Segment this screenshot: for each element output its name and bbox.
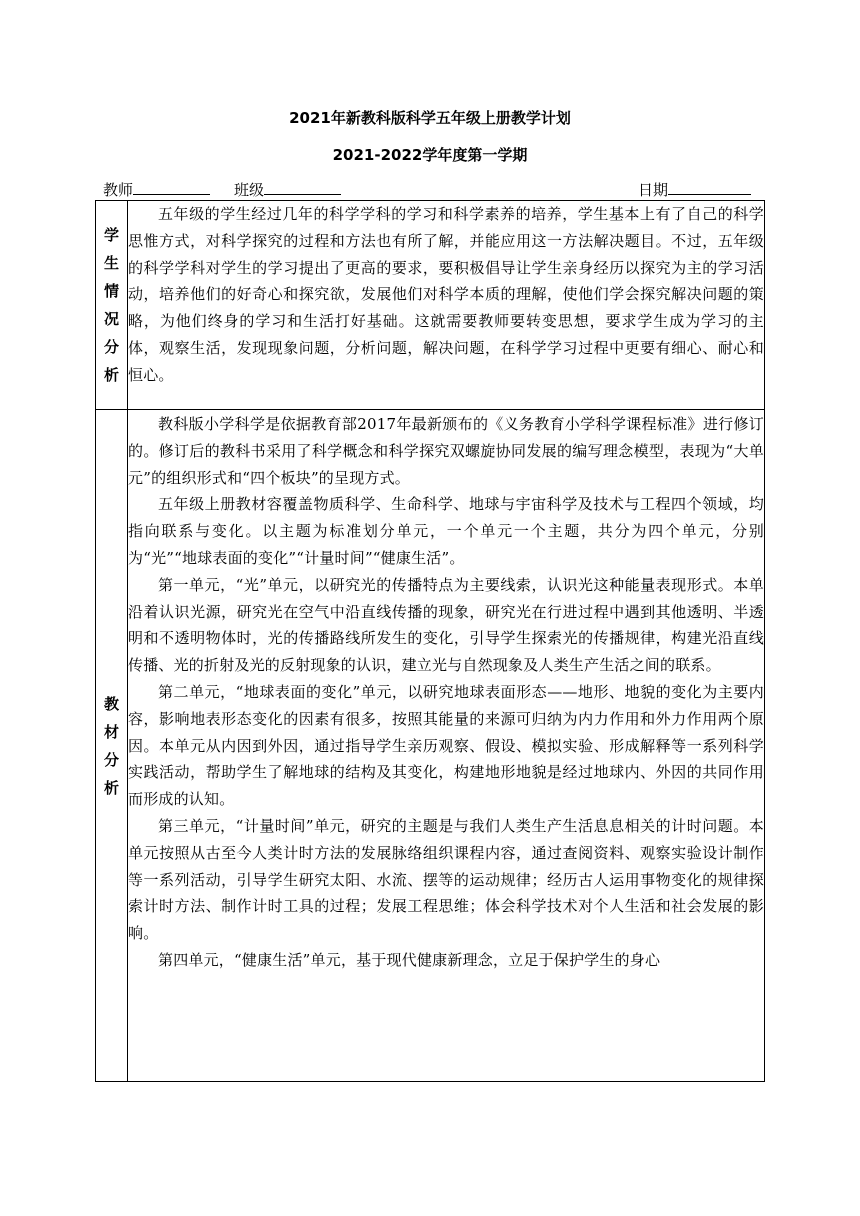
date-label: 日期 <box>638 181 669 199</box>
paragraph: 第四单元，“健康生活”单元，基于现代健康新理念，立足于保护学生的身心 <box>158 950 661 969</box>
class-blank-line <box>264 178 341 195</box>
material-analysis-content <box>128 410 765 1082</box>
date-blank-line <box>668 178 751 195</box>
teacher-field <box>103 178 210 200</box>
paragraph: 第三单元，“计量时间”单元，研究的主题是与我们人类生产生活息息相关的计时问题。本单元按照从古至今人类计时方法的发展脉络组织课程内容，通过查阅资料、观察实验设计制作等一系列活动，引导学生研究太阳、水流、摆等的运动规律；经历古人运用事物变化的规律探索计时方法、制作计时工具的过程；发展工程思维；体会科学技术对个人生活和社会发展的影响。 <box>128 816 764 943</box>
material-analysis-heading: 教 材 分 析 <box>96 410 128 1082</box>
student-analysis-content <box>128 201 765 410</box>
material-analysis-row <box>96 410 765 1082</box>
plan-table <box>95 200 765 1082</box>
class-field <box>234 178 341 200</box>
paragraph: 五年级上册教材容覆盖物质科学、生命科学、地球与宇宙科学及技术与工程四个领域，均指向联系与变化。以主题为标准划分单元，一个单元一个主题，共分为四个单元，分别为“光”“地球表面的变化”“计量时间”“健康生活”。 <box>128 495 764 567</box>
teacher-label: 教师 <box>103 181 134 199</box>
paragraph: 第二单元，“地球表面的变化”单元，以研究地球表面形态——地形、地貌的变化为主要内容，影响地表形态变化的因素有很多，按照其能量的来源可归纳为内力作用和外力作用两个原因。本单元从内因到外因，通过指导学生亲历观察、假设、模拟实验、形成解释等一系列科学实践活动，帮助学生了解地球的结构及其变化，构建地形地貌是经过地球内、外因的共同作用而形成的认知。 <box>128 682 764 809</box>
student-analysis-heading: 学 生 情 况 分 析 <box>96 201 128 410</box>
student-analysis-row <box>96 201 765 410</box>
paragraph: 教科版小学科学是依据教育部2017年最新颁布的《义务教育小学科学课程标准》进行修订的。修订后的教科书采用了科学概念和科学探究双螺旋协同发展的编写理念模型，表现为“大单元”的组织形式和“四个板块”的呈现方式。 <box>128 415 764 487</box>
teacher-blank-line <box>133 178 210 195</box>
paragraph: 五年级的学生经过几年的科学学科的学习和科学素养的培养，学生基本上有了自己的科学思惟方式，对科学探究的过程和方法也有所了解，并能应用这一方法解决题目。不过，五年级的科学学科对学生的学习提出了更高的要求，要积极倡导让学生亲身经历以探究为主的学习活动，培养他们的好奇心和探究欲，发展他们对科学本质的理解，使他们学会探究解决问题的策略，为他们终身的学习和生活打好基础。这就需要教师要转变思想，要求学生成为学习的主体，观察生活，发现现象问题，分析问题，解决问题，在科学学习过程中更要有细心、耐心和恒心。 <box>128 205 764 384</box>
paragraph: 第一单元，“光”单元，以研究光的传播特点为主要线索，认识光这种能量表现形式。本单沿着认识光源，研究光在空气中沿直线传播的现象，研究光在行进过程中遇到其他透明、半透明和不透明物体时，光的传播路线所发生的变化，引导学生探索光的传播规律，构建光沿直线传播、光的折射及光的反射现象的认识，建立光与自然现象及人类生产生活之间的联系。 <box>128 575 764 675</box>
date-field <box>638 178 751 200</box>
document-subtitle: 2021-2022学年度第一学期 <box>332 146 528 164</box>
document-title: 2021年新教科版科学五年级上册教学计划 <box>289 109 571 127</box>
class-label: 班级 <box>234 181 265 199</box>
